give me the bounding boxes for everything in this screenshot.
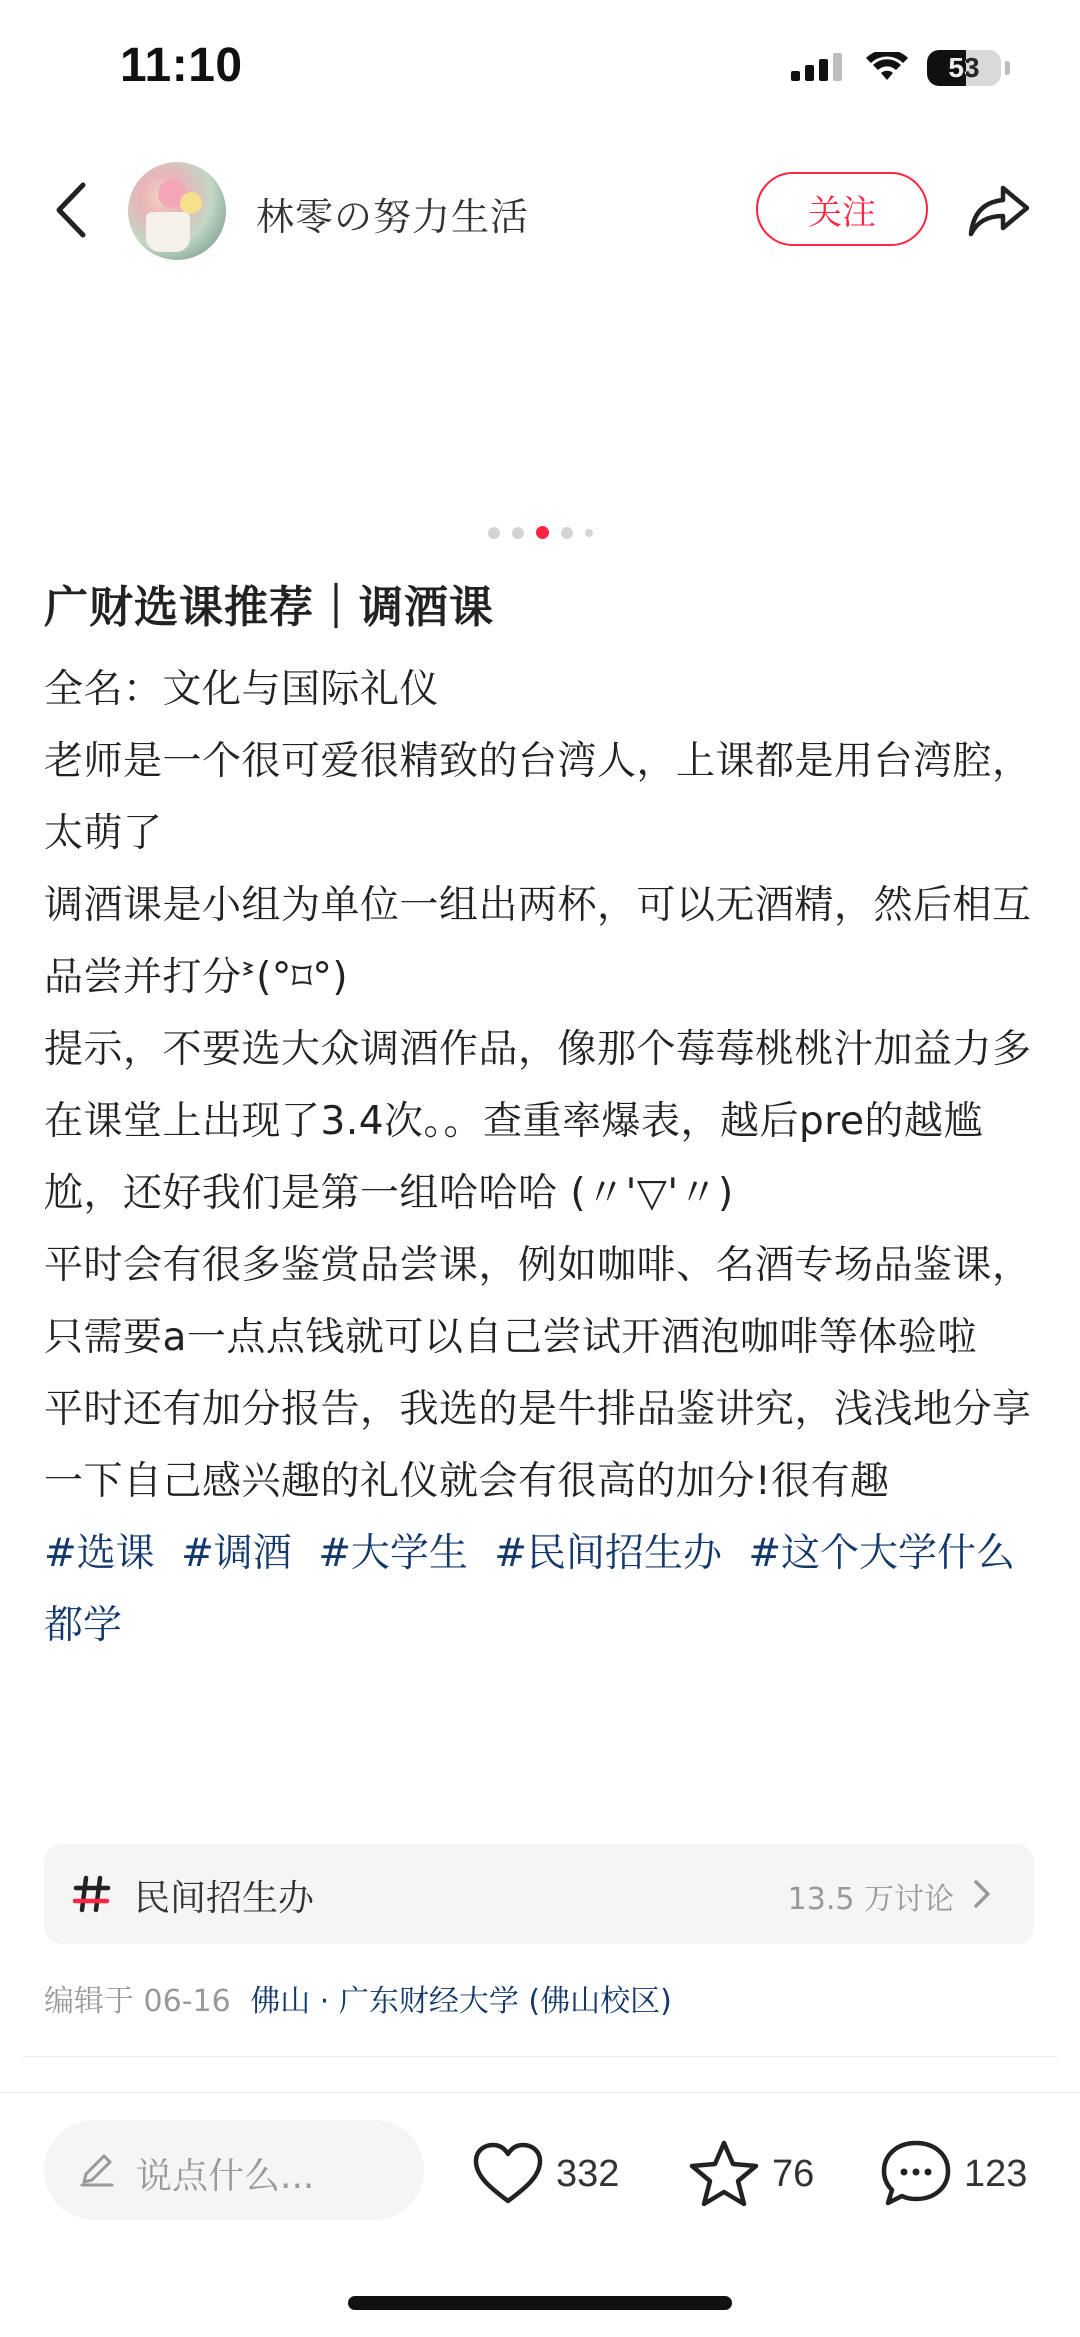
battery-cap (1005, 61, 1010, 75)
like-count: 332 (556, 2152, 620, 2195)
bottom-action-bar (0, 2094, 1080, 2244)
status-time: 11:10 (120, 39, 243, 92)
status-icons (791, 50, 1010, 86)
post-paragraph: 老师是一个很可爱很精致的台湾人，上课都是用台湾腔，太萌了 (44, 739, 1032, 856)
back-button[interactable] (40, 178, 100, 242)
topic-name: 民间招生办 (134, 1878, 315, 1919)
wifi-icon (865, 52, 909, 84)
follow-button[interactable]: 关注 (756, 172, 928, 246)
carousel-dot (585, 529, 593, 537)
battery-icon (927, 50, 1001, 86)
star-icon (688, 2139, 760, 2209)
home-indicator[interactable] (348, 2296, 732, 2310)
post-body (44, 654, 1040, 1518)
hashtag-link[interactable]: #民间招生办 (494, 1531, 722, 1576)
back-icon (53, 181, 87, 239)
divider (0, 2092, 1080, 2093)
hashtag-link[interactable]: #调酒 (181, 1531, 292, 1576)
post-paragraph: 提示，不要选大众调酒作品，像那个莓莓桃桃汁加益力多在课堂上出现了3.4次。。查重率爆表，越后pre的越尴尬，还好我们是第一组哈哈哈 (〃'▽'〃) (44, 1027, 1032, 1216)
author-name[interactable]: 林零の努力生活 (256, 195, 530, 239)
hashtag-icon (72, 1874, 112, 1914)
location-link[interactable]: 佛山 · 广东财经大学 (佛山校区) (250, 1984, 672, 2019)
battery-level: 53 (948, 52, 980, 83)
carousel-indicator (0, 526, 1080, 539)
collect-button[interactable] (688, 2134, 814, 2214)
post-paragraph: 平时还有加分报告，我选的是牛排品鉴讲究，浅浅地分享一下自己感兴趣的礼仪就会有很高的加分!很有趣 (44, 1387, 1032, 1504)
carousel-dot (561, 527, 573, 539)
collect-count: 76 (772, 2152, 815, 2195)
like-button[interactable] (472, 2134, 619, 2214)
topic-discussion-count: 13.5 万讨论 (787, 1882, 954, 1917)
carousel-dot (488, 527, 500, 539)
comment-bubble-icon (880, 2139, 952, 2209)
edit-info (44, 1976, 672, 2020)
hashtag-link[interactable]: #选课 (44, 1531, 155, 1576)
post-title: 广财选课推荐｜调酒课 (44, 582, 494, 633)
post-paragraph: 调酒课是小组为单位一组出两杯，可以无酒精，然后相互品尝并打分ᕑ(°⌑°) (44, 883, 1032, 1000)
comment-input[interactable] (44, 2120, 424, 2220)
hashtag-link[interactable]: #大学生 (318, 1531, 468, 1576)
comment-button[interactable] (880, 2134, 1027, 2214)
avatar[interactable] (128, 162, 226, 260)
post-content (44, 576, 1040, 1662)
post-tags (44, 1518, 1040, 1662)
share-button[interactable] (964, 180, 1034, 240)
signal-icon (791, 53, 847, 83)
post-paragraph: 全名：文化与国际礼仪 (44, 667, 440, 712)
divider (22, 2056, 1058, 2057)
carousel-dot (512, 527, 524, 539)
comment-placeholder: 说点什么... (136, 2156, 315, 2197)
topic-card[interactable] (44, 1844, 1034, 1944)
post-header (0, 160, 1080, 260)
pen-icon (78, 2150, 116, 2188)
heart-icon (472, 2141, 544, 2207)
edit-date: 编辑于 06-16 (44, 1984, 231, 2019)
post-paragraph: 平时会有很多鉴赏品尝课，例如咖啡、名酒专场品鉴课，只需要a一点点钱就可以自己尝试开酒泡咖啡等体验啦 (44, 1243, 1032, 1360)
status-bar (0, 0, 1080, 140)
chevron-right-icon (972, 1878, 994, 1910)
carousel-dot-active (536, 526, 549, 539)
comment-count: 123 (964, 2152, 1028, 2195)
hashtag-link[interactable]: #这个大学什么都学 (44, 1531, 1016, 1648)
share-icon (967, 182, 1031, 238)
